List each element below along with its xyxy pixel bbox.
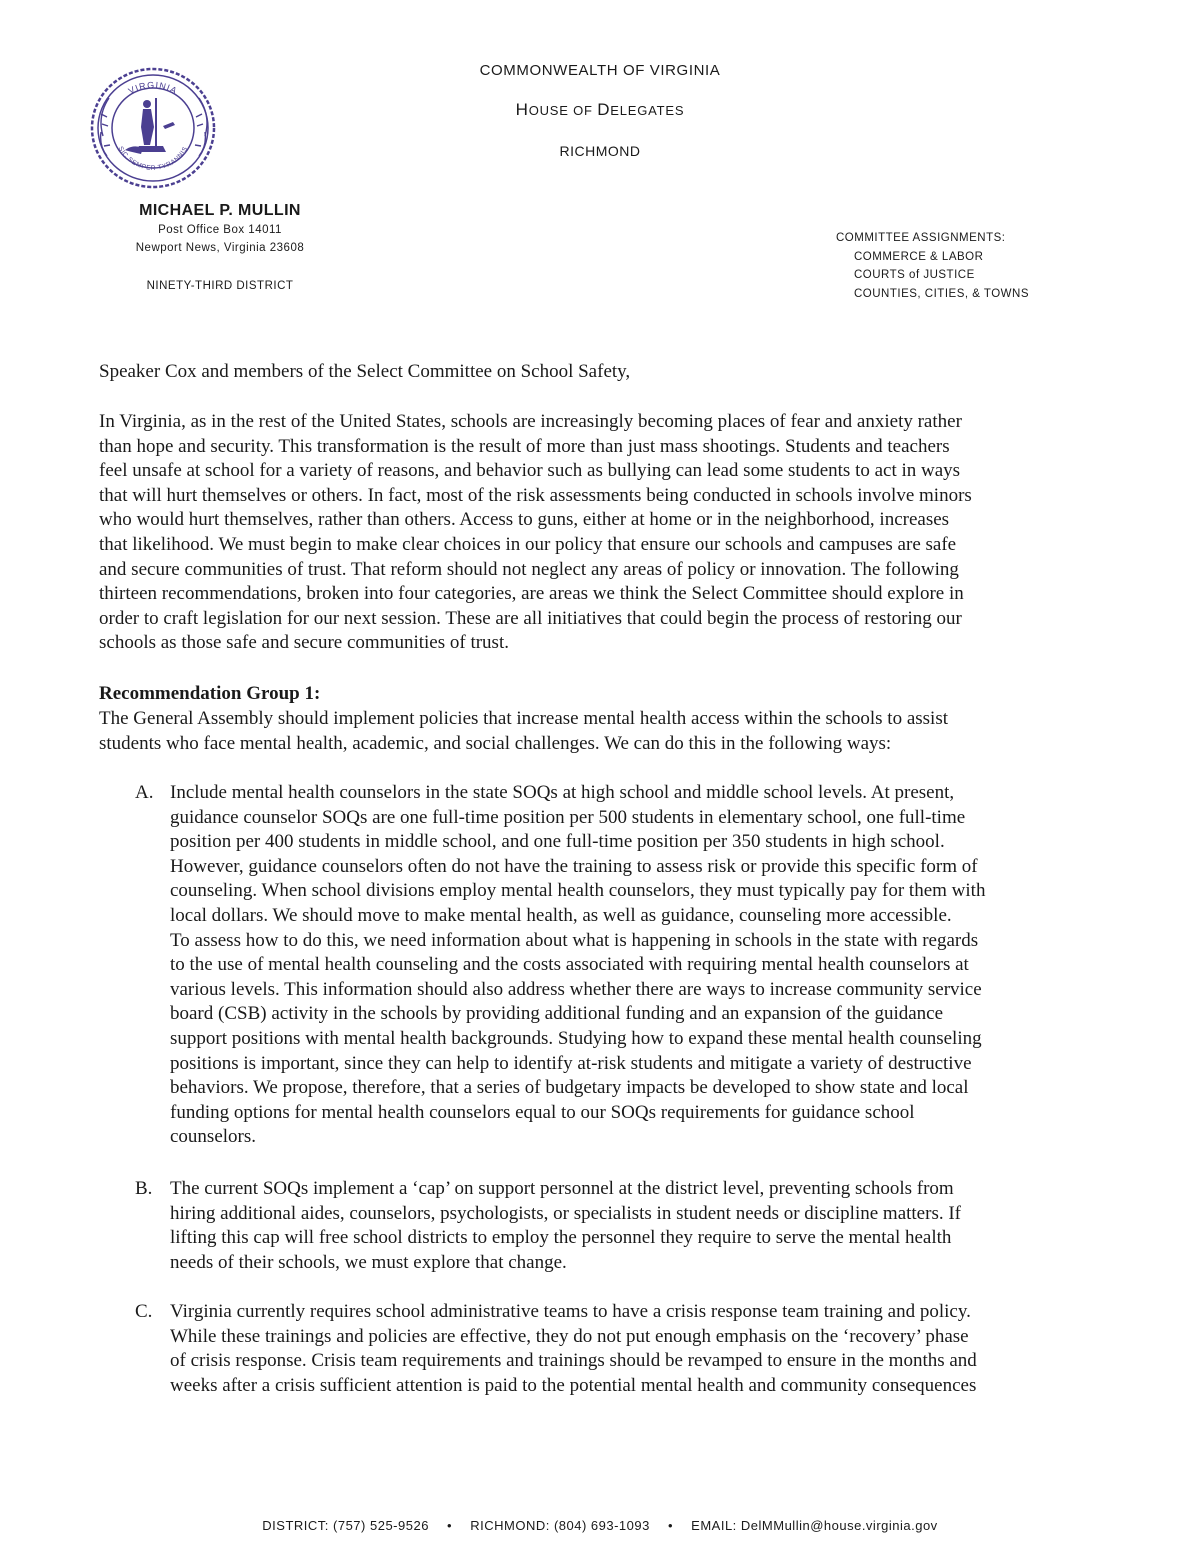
paragraph-line: thirteen recommendations, broken into four categories, are areas we think the Select Committee should explore in (99, 583, 964, 605)
letterhead-city: RICHMOND (559, 143, 641, 159)
item-text (170, 781, 1110, 1150)
committee-item: COMMERCE & LABOR (854, 250, 984, 263)
item-line: various levels. This information should also address whether there are ways to increase community service (170, 978, 982, 1000)
footer-separator: • (667, 1518, 674, 1533)
item-text (170, 1300, 1110, 1398)
footer-email: EMAIL: DelMMullin@house.virginia.gov (691, 1518, 938, 1533)
committee-item: COUNTIES, CITIES, & TOWNS (854, 287, 1030, 300)
representative-address-line1: Post Office Box 14011 (158, 224, 282, 236)
item-line: The current SOQs implement a ‘cap’ on support personnel at the district level, preventing schools from (170, 1178, 954, 1199)
delegates-initial: D (597, 100, 611, 119)
item-line: local dollars. We should move to make mental health, as well as guidance, counseling more accessible. (170, 904, 952, 926)
item-line: position per 400 students in middle school, and one full-time position per 350 students in high school. (170, 831, 945, 853)
item-line: weeks after a crisis sufficient attention is paid to the potential mental health and community consequences (170, 1374, 977, 1396)
item-line: behaviors. We propose, therefore, that a series of budgetary impacts be developed to show state and local (170, 1077, 969, 1099)
item-line: However, guidance counselors often do not have the training to assess risk or provide this specific form of (170, 855, 978, 877)
house-initial: H (515, 100, 529, 119)
letterhead-commonwealth: COMMONWEALTH OF VIRGINIA (479, 62, 721, 79)
paragraph-line: than hope and security. This transformation is the result of more than just mass shootings. Students and teachers (99, 435, 950, 457)
item-letter: C. (135, 1301, 153, 1322)
committee-assignments (836, 229, 1029, 303)
paragraph-line: who would hurt themselves, rather than others. Access to guns, either at home or in the neighborhood, increases (99, 509, 950, 531)
paragraph-line: students who face mental health, academic, and social challenges. We can do this in the following ways: (99, 732, 892, 754)
item-line: hiring additional aides, counselors, psychologists, or specialists in student needs or discipline matters. If (170, 1202, 961, 1224)
paragraph-line: and secure communities of trust. That reform should not neglect any areas of policy or innovation. The following (99, 558, 959, 580)
item-line: To assess how to do this, we need information about what is happening in schools in the state with regards (170, 929, 979, 951)
letter-salutation: Speaker Cox and members of the Select Committee on School Safety, (99, 361, 631, 382)
recommendation-group-title: Recommendation Group 1: (99, 683, 321, 704)
paragraph-line: that will hurt themselves or others. In fact, most of the risk assessments being conducted in schools involve minors (99, 484, 972, 506)
item-line: to the use of mental health counseling and the costs associated with requiring mental health counselors at (170, 954, 969, 976)
footer-district-phone: DISTRICT: (757) 525-9526 (262, 1518, 429, 1533)
item-line: Virginia currently requires school administrative teams to have a crisis response team training and policy. (170, 1301, 971, 1322)
paragraph-line: that likelihood. We must begin to make clear choices in our policy that ensure our schools and campuses are safe (99, 533, 957, 555)
committee-heading: COMMITTEE ASSIGNMENTS: (836, 232, 1006, 244)
item-line: positions is important, since they can help to identify at-risk students and mitigate a variety of destructive (170, 1052, 972, 1074)
paragraph-line: In Virginia, as in the rest of the United States, schools are increasingly becoming places of fear and anxiety rather (99, 411, 962, 432)
delegates-rest: ELEGATES (610, 103, 685, 118)
footer-richmond-phone: RICHMOND: (804) 693-1093 (470, 1518, 650, 1533)
seal-motto-text: SIC SEMPER TYRANNIS (116, 145, 190, 172)
item-line: Include mental health counselors in the state SOQs at high school and middle school levels. At present, (170, 782, 955, 803)
paragraph-line: schools as those safe and secure communities of trust. (99, 632, 509, 654)
item-line: While these trainings and policies are effective, they do not put enough emphasis on the ‘recovery’ phase (170, 1325, 969, 1347)
paragraph-line: The General Assembly should implement policies that increase mental health access within the schools to assist (99, 708, 948, 729)
paragraph-line: order to craft legislation for our next session. These are all initiatives that could begin the process of restoring our (99, 607, 962, 629)
item-letter: B. (135, 1178, 153, 1199)
house-rest: OUSE OF (528, 103, 598, 118)
item-line: needs of their schools, we must explore that change. (170, 1251, 567, 1273)
letter-footer (0, 1518, 1200, 1533)
item-letter: A. (135, 782, 154, 803)
virginia-seal-icon (89, 66, 217, 190)
seal-top-text: VIRGINIA (126, 79, 180, 97)
item-line: counselors. (170, 1126, 257, 1148)
representative-address-line2: Newport News, Virginia 23608 (135, 242, 305, 254)
recommendation-group-intro (99, 707, 1099, 756)
paragraph-line: feel unsafe at school for a variety of reasons, and behavior such as bullying can lead some students to act in ways (99, 460, 961, 482)
representative-name: MICHAEL P. MULLIN (139, 202, 301, 219)
letterhead-house-of-delegates (0, 100, 1200, 120)
item-line: board (CSB) activity in the schools by providing additional funding and an expansion of the guidance (170, 1003, 944, 1025)
svg-text:VIRGINIA (127, 80, 180, 96)
item-line: funding options for mental health counselors equal to our SOQs requirements for guidance school (170, 1101, 915, 1123)
item-text (170, 1177, 1110, 1275)
footer-separator: • (447, 1518, 453, 1533)
item-line: counseling. When school divisions employ mental health counselors, they must typically pay for them with (170, 880, 986, 902)
item-line: of crisis response. Crisis team requirements and trainings should be revamped to ensure in the months and (170, 1350, 977, 1372)
committee-item: COURTS of JUSTICE (854, 269, 975, 282)
item-line: guidance counselor SOQs are one full-time position per 500 students in elementary school, one full-time (170, 806, 966, 828)
item-line: lifting this cap will free school districts to employ the personnel they require to serve the mental health (170, 1227, 952, 1249)
representative-district: NINETY-THIRD DISTRICT (146, 280, 294, 292)
item-line: support positions with mental health backgrounds. Studying how to expand these mental health counseling (170, 1027, 982, 1049)
letter-intro-paragraph (99, 410, 1099, 656)
